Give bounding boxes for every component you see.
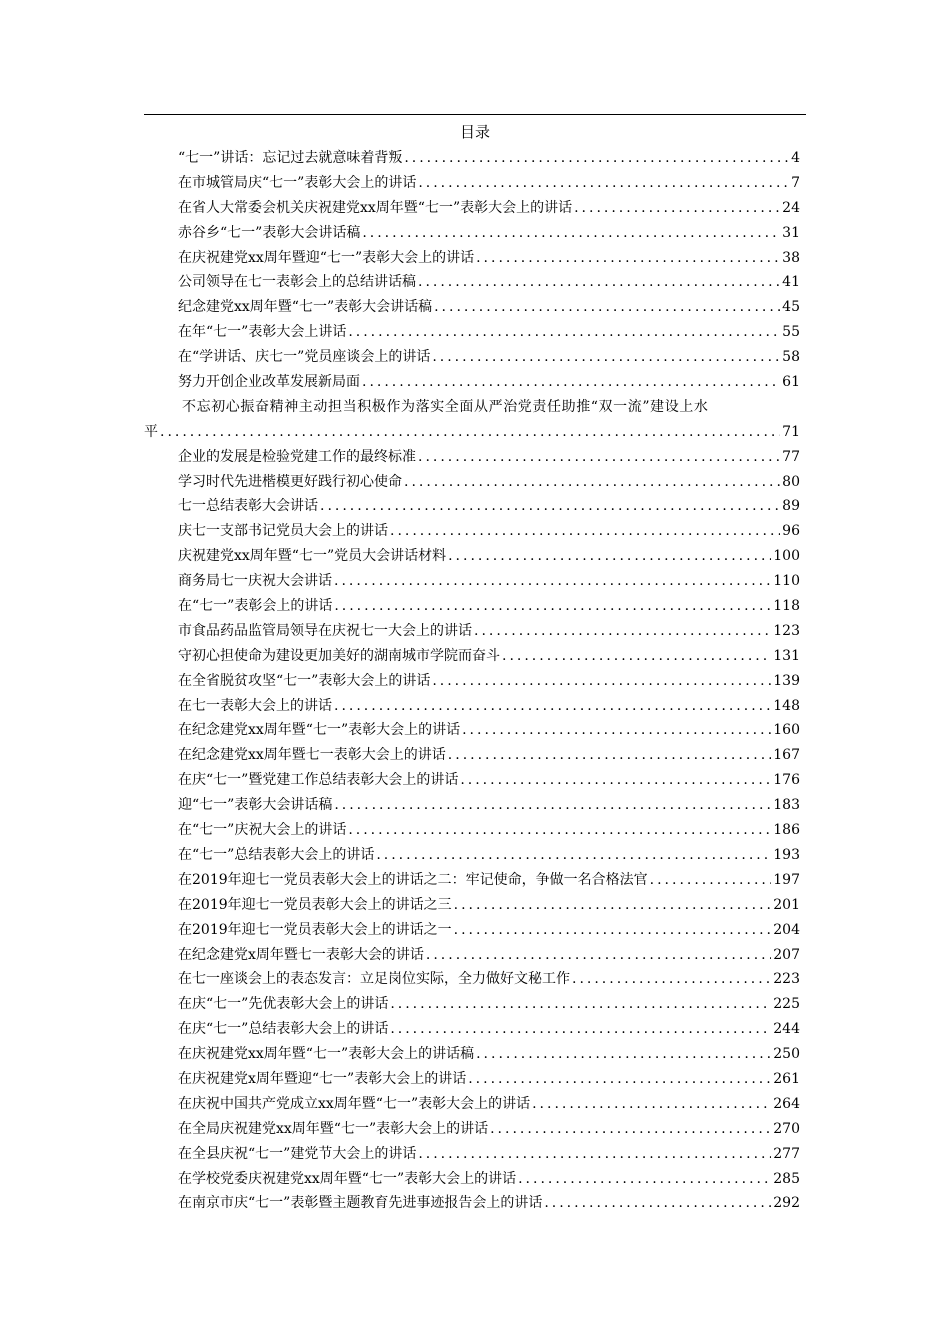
dot-leader: [650, 868, 772, 893]
toc-entry-title: 在庆“七一”暨党建工作总结表彰大会上的讲话: [178, 772, 459, 789]
toc-entry[interactable]: [144, 1191, 806, 1216]
dot-leader: [334, 694, 771, 719]
toc-entry-page: 261: [773, 1070, 800, 1087]
toc-entry-page: 225: [773, 996, 800, 1013]
toc-entry-title: 在年“七一”表彰大会上讲话: [178, 324, 347, 341]
toc-entry-page: 96: [782, 523, 800, 540]
toc-entry-page: 201: [773, 896, 800, 913]
dot-leader: [434, 295, 780, 320]
toc-entry-title: 在全局庆祝建党xx周年暨“七一”表彰大会上的讲话: [178, 1120, 489, 1137]
toc-entry-page: 45: [782, 299, 800, 316]
dot-leader: [454, 893, 772, 918]
toc-entry-title: 在庆祝建党xx周年暨“七一”表彰大会上的讲话稿: [178, 1046, 475, 1063]
toc-entry-page: 31: [782, 224, 800, 241]
dot-leader: [432, 669, 771, 694]
toc-entry[interactable]: [144, 793, 806, 818]
toc-entry-title: 在纪念建党x周年暨七一表彰大会的讲话: [178, 946, 424, 963]
toc-entry-page: 204: [773, 921, 800, 938]
toc-entry-title: 在七一表彰大会上的讲话: [178, 697, 332, 714]
toc-entry[interactable]: [144, 320, 806, 345]
toc-entry-page: 110: [773, 573, 800, 590]
dot-leader: [448, 544, 771, 569]
dot-leader: [404, 146, 789, 171]
toc-entry-page: 186: [773, 822, 800, 839]
toc-entry-title: 在“七一”表彰会上的讲话: [178, 598, 333, 615]
toc-entry[interactable]: [144, 1017, 806, 1042]
toc-entry-page: 38: [782, 249, 800, 266]
header-rule: [144, 114, 806, 115]
toc-entry[interactable]: [144, 1142, 806, 1167]
toc-entry-title: 在纪念建党xx周年暨七一表彰大会上的讲话: [178, 747, 446, 764]
dot-leader: [460, 768, 771, 793]
toc-entry-title: 在庆祝建党x周年暨迎“七一”表彰大会上的讲话: [178, 1070, 467, 1087]
toc-entry-page: 100: [773, 548, 800, 565]
toc-entry[interactable]: [144, 868, 806, 893]
toc-entry-page: 4: [791, 150, 800, 166]
dot-leader: [426, 943, 771, 968]
dot-leader: [474, 619, 771, 644]
dot-leader: [448, 743, 771, 768]
toc-entry-title: 赤谷乡“七一”表彰大会讲话稿: [178, 224, 361, 241]
toc-entry[interactable]: [144, 370, 806, 395]
toc-entry-page: 264: [773, 1095, 800, 1112]
toc-title: 目录: [459, 123, 490, 141]
toc-entry[interactable]: [144, 295, 806, 320]
toc-entry-page: 270: [773, 1120, 800, 1137]
dot-leader: [334, 793, 771, 818]
toc-entry-title: 庆祝建党xx周年暨“七一”党员大会讲话材料: [178, 548, 447, 565]
dot-leader: [532, 1092, 771, 1117]
toc-entry-title: 在全省脱贫攻坚“七一”表彰大会上的讲话: [178, 672, 431, 689]
toc-entry-title: 纪念建党xx周年暨“七一”表彰大会讲话稿: [178, 299, 433, 316]
dot-leader: [418, 1142, 771, 1167]
toc-entry-title: 在“七一”庆祝大会上的讲话: [178, 822, 347, 839]
toc-entry-page: 71: [782, 423, 800, 440]
dot-leader: [362, 221, 780, 246]
toc-entry[interactable]: [144, 967, 806, 992]
dot-leader: [476, 246, 780, 271]
toc-entry-title: 庆七一支部书记党员大会上的讲话: [178, 523, 388, 540]
toc-entry-page: 277: [773, 1145, 800, 1162]
toc-entry-title: 市食品药品监管局领导在庆祝七一大会上的讲话: [178, 622, 472, 639]
toc-entry[interactable]: [144, 494, 806, 519]
dot-leader: [334, 594, 771, 619]
toc-entry-title: 在纪念建党xx周年暨“七一”表彰大会上的讲话: [178, 722, 461, 739]
dot-leader: [418, 445, 780, 470]
toc-entry-title: 在七一座谈会上的表态发言：立足岗位实际，全力做好文秘工作: [178, 971, 570, 988]
toc-entry-page: 244: [773, 1021, 800, 1038]
toc-entry-title: 在省人大常委会机关庆祝建党xx周年暨“七一”表彰大会上的讲话: [178, 199, 573, 216]
toc-entry[interactable]: [144, 395, 806, 445]
toc-entry-page: 7: [791, 174, 800, 191]
toc-entry-title: 在2019年迎七一党员表彰大会上的讲话之二：牢记使命，争做一名合格法官: [178, 871, 648, 888]
toc-entry[interactable]: [144, 992, 806, 1017]
toc-entry-page: 183: [773, 797, 800, 814]
toc-entry-title-line1: 不忘初心振奋精神主动担当积极作为落实全面从严治党责任助推“双一流”建设上水: [182, 398, 709, 415]
toc-entry-page: 131: [773, 647, 800, 664]
toc-entry-page: 207: [773, 946, 800, 963]
toc-entry-page: 89: [782, 498, 800, 515]
toc-entry[interactable]: [144, 1167, 806, 1192]
toc-entry-page: 77: [782, 448, 800, 465]
toc-entry-title: 在南京市庆“七一”表彰暨主题教育先进事迹报告会上的讲话: [178, 1195, 543, 1212]
toc-entry-page: 139: [773, 672, 800, 689]
toc-entry-title: 在“七一”总结表彰大会上的讲话: [178, 846, 375, 863]
toc-entry[interactable]: [144, 768, 806, 793]
toc-entry[interactable]: [144, 171, 806, 196]
dot-leader: [404, 470, 780, 495]
dot-leader: [390, 992, 771, 1017]
toc-entry-title: 迎“七一”表彰大会讲话稿: [178, 797, 333, 814]
toc-entry[interactable]: [144, 470, 806, 495]
toc-entry-page: 250: [773, 1046, 800, 1063]
toc-entry-title: 在学校党委庆祝建党xx周年暨“七一”表彰大会上的讲话: [178, 1170, 517, 1187]
toc-entry-page: 167: [773, 747, 800, 764]
dot-leader: [468, 1067, 771, 1092]
toc-entry[interactable]: [144, 843, 806, 868]
toc-entry-title: “七一”讲话：忘记过去就意味着背叛: [178, 150, 403, 166]
toc-entry-title: 在庆祝建党xx周年暨迎“七一”表彰大会上的讲话: [178, 249, 475, 266]
toc-entry[interactable]: [144, 519, 806, 544]
dot-leader: [572, 967, 771, 992]
toc-entry-title-line2: 平: [144, 423, 158, 440]
toc-entry-page: 223: [773, 971, 800, 988]
toc-entry[interactable]: [144, 594, 806, 619]
dot-leader: [418, 171, 789, 196]
toc-entry-page: 148: [773, 697, 800, 714]
toc-entry-title: 企业的发展是检验党建工作的最终标准: [178, 448, 416, 465]
toc-entry-title: 学习时代先进楷模更好践行初心使命: [178, 473, 402, 490]
toc-entry[interactable]: [144, 694, 806, 719]
toc-entry-title: 商务局七一庆祝大会讲话: [178, 573, 332, 590]
dot-leader: [518, 1167, 771, 1192]
dot-leader: [362, 370, 780, 395]
toc-entry-title: 在庆祝中国共产党成立xx周年暨“七一”表彰大会上的讲话: [178, 1095, 531, 1112]
dot-leader: [160, 420, 780, 445]
toc-entry-page: 55: [782, 324, 800, 341]
toc-entry[interactable]: [144, 718, 806, 743]
dot-leader: [544, 1191, 771, 1216]
toc-entry-title: 在“学讲话、庆七一”党员座谈会上的讲话: [178, 349, 431, 366]
toc-entry[interactable]: [144, 1067, 806, 1092]
dot-leader: [390, 519, 780, 544]
toc-entry-page: 193: [773, 846, 800, 863]
dot-leader: [574, 196, 780, 221]
toc-entry-page: 285: [773, 1170, 800, 1187]
toc-entry[interactable]: [144, 246, 806, 271]
toc-entry-title: 守初心担使命为建设更加美好的湖南城市学院而奋斗: [178, 647, 500, 664]
toc-entry-page: 176: [773, 772, 800, 789]
toc-entry[interactable]: [144, 619, 806, 644]
dot-leader: [490, 1117, 771, 1142]
toc-entry-page: 160: [773, 722, 800, 739]
toc-entry-page: 123: [773, 622, 800, 639]
dot-leader: [432, 345, 780, 370]
toc-entry[interactable]: [144, 146, 806, 171]
dot-leader: [348, 818, 771, 843]
toc-entry[interactable]: [144, 644, 806, 669]
toc-entry-title: 在2019年迎七一党员表彰大会上的讲话之一: [178, 921, 452, 938]
toc-entry[interactable]: [144, 270, 806, 295]
toc-entry-page: 118: [773, 598, 800, 615]
dot-leader: [334, 569, 771, 594]
toc-entry-page: 61: [782, 374, 800, 391]
dot-leader: [462, 718, 771, 743]
dot-leader: [418, 270, 780, 295]
toc-entry[interactable]: [144, 445, 806, 470]
toc-entry[interactable]: [144, 544, 806, 569]
dot-leader: [390, 1017, 771, 1042]
toc-entry-title: 公司领导在七一表彰会上的总结讲话稿: [178, 274, 416, 291]
toc-entry[interactable]: [144, 221, 806, 246]
toc-entry-title: 在市城管局庆“七一”表彰大会上的讲话: [178, 174, 417, 191]
toc-entry[interactable]: [144, 669, 806, 694]
toc-entry[interactable]: [144, 1042, 806, 1067]
toc-entry-page: 41: [782, 274, 800, 291]
dot-leader: [476, 1042, 771, 1067]
toc-entry[interactable]: [144, 345, 806, 370]
toc-entry-page: 24: [782, 199, 800, 216]
toc-entry[interactable]: [144, 918, 806, 943]
toc-entry[interactable]: [144, 196, 806, 221]
toc-entry-page: 197: [773, 871, 800, 888]
toc-entry[interactable]: [144, 818, 806, 843]
dot-leader: [348, 320, 780, 345]
toc-entry-title: 在庆“七一”先优表彰大会上的讲话: [178, 996, 389, 1013]
dot-leader: [502, 644, 771, 669]
toc-entry-title: 在全县庆祝“七一”建党节大会上的讲话: [178, 1145, 417, 1162]
toc-entry-page: 292: [773, 1195, 800, 1212]
dot-leader: [454, 918, 772, 943]
toc-entry-page: 58: [782, 349, 800, 366]
toc-entry[interactable]: [144, 1117, 806, 1142]
toc-entry[interactable]: [144, 943, 806, 968]
toc-entry-title: 在庆“七一”总结表彰大会上的讲话: [178, 1021, 389, 1038]
table-of-contents: [144, 146, 806, 1216]
dot-leader: [376, 843, 771, 868]
toc-entry[interactable]: [144, 893, 806, 918]
toc-entry[interactable]: [144, 1092, 806, 1117]
toc-entry[interactable]: [144, 569, 806, 594]
toc-entry-page: 80: [782, 473, 800, 490]
toc-entry-title: 努力开创企业改革发展新局面: [178, 374, 360, 391]
dot-leader: [320, 494, 780, 519]
toc-entry-title: 七一总结表彰大会讲话: [178, 498, 318, 515]
toc-entry-title: 在2019年迎七一党员表彰大会上的讲话之三: [178, 896, 452, 913]
toc-entry[interactable]: [144, 743, 806, 768]
